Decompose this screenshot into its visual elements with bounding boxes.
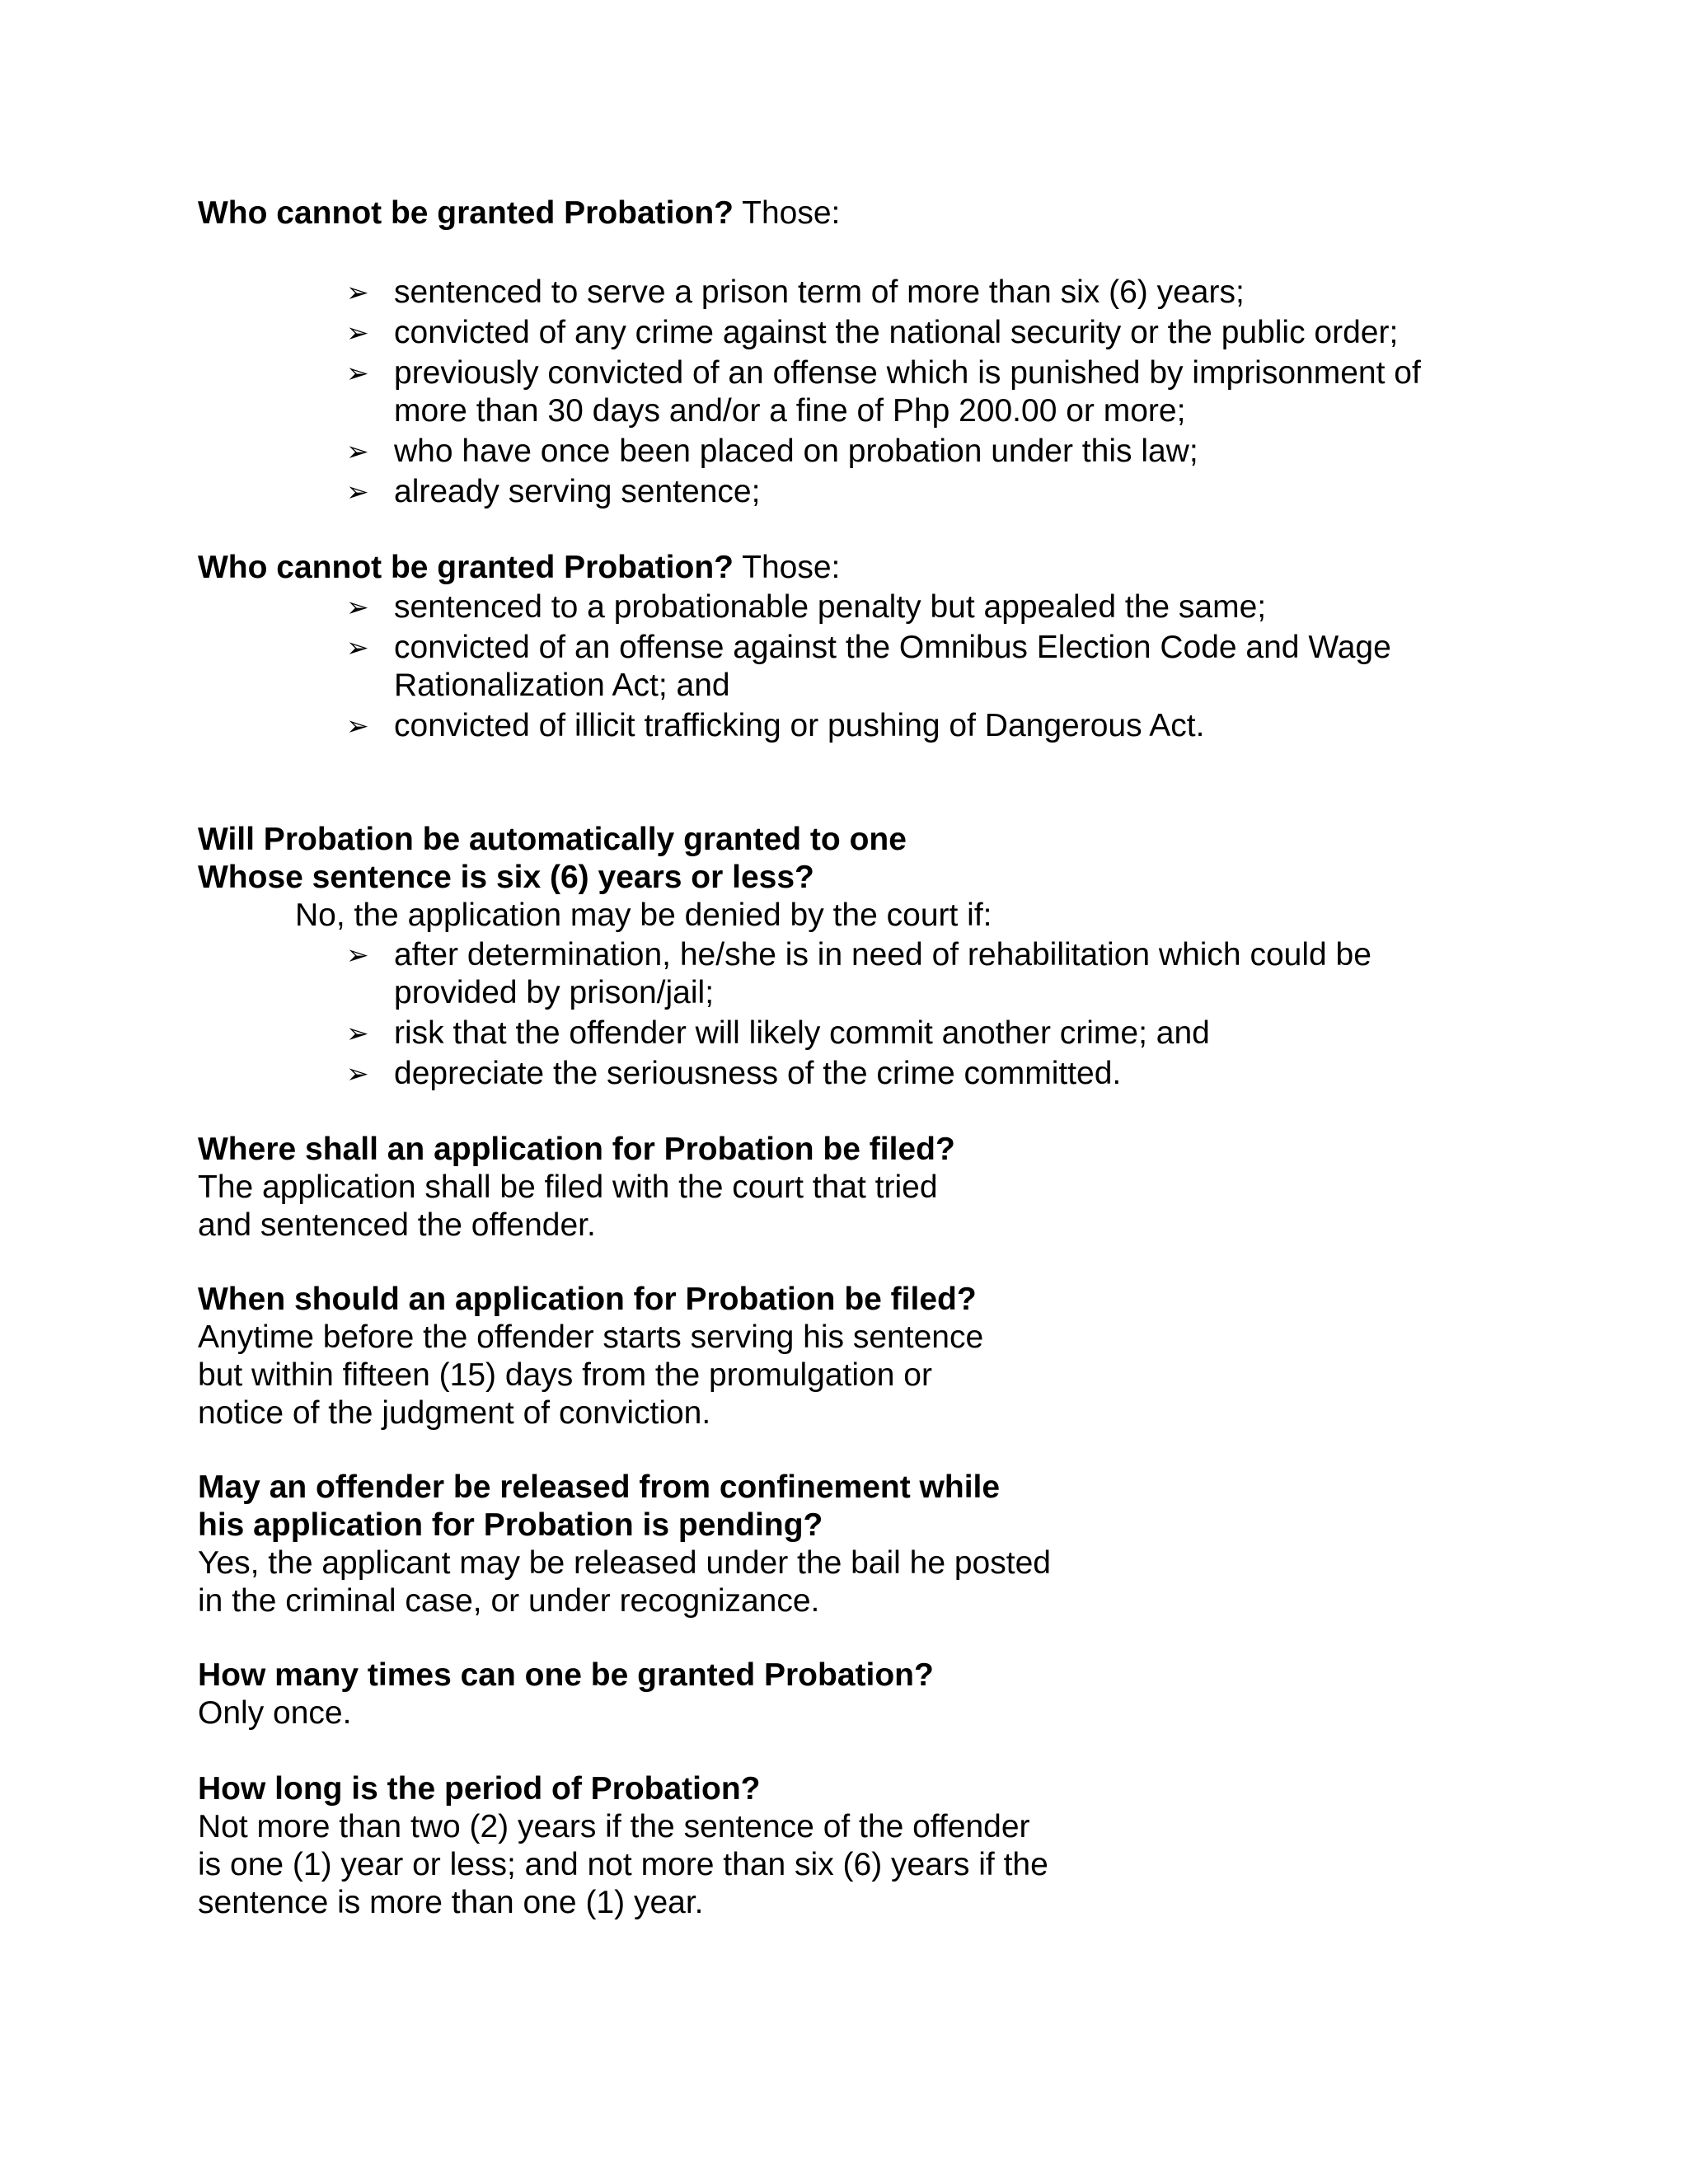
section-1-heading — [198, 194, 840, 232]
section-5: When should an application for Probation be filed? Anytime before the offender starts serving his sentence but within fifteen (15) days from the promulgation or notice of the judgment of conviction. — [198, 1282, 984, 1431]
arrow-bullet-icon: ➢ — [346, 592, 369, 622]
arrow-bullet-icon: ➢ — [346, 436, 369, 466]
list-item: ➢ depreciate the seriousness of the crime committed. — [346, 1056, 1122, 1091]
section-3-intro: No, the application may be denied by the court if: — [295, 898, 992, 933]
question-text: Who cannot be granted Probation? — [198, 195, 734, 231]
lead-text: Those: — [733, 195, 841, 231]
arrow-bullet-icon: ➢ — [346, 317, 369, 348]
list-item: ➢ already serving sentence; — [346, 474, 761, 509]
list-item: ➢ risk that the offender will likely commit another crime; and — [346, 1015, 1210, 1051]
list-item: ➢ sentenced to serve a prison term of more than six (6) years; — [346, 274, 1245, 310]
question-text: How many times can one be granted Probation? — [198, 1657, 934, 1693]
arrow-bullet-icon: ➢ — [346, 277, 369, 307]
arrow-bullet-icon: ➢ — [346, 632, 369, 663]
section-4: Where shall an application for Probation be filed? The application shall be filed with the court that tried and sentenced the offender. — [198, 1132, 955, 1243]
question-text: Who cannot be granted Probation? — [198, 550, 734, 585]
list-item: ➢ convicted of an offense against the Omnibus Election Code and Wage Rationalization Act; and — [346, 630, 1391, 703]
list-item: ➢ previously convicted of an offense which is punished by imprisonment of more than 30 days and/or a fine of Php 200.00 or more; — [346, 355, 1421, 429]
section-3-heading: Will Probation be automatically granted to one Whose sentence is six (6) years or less? — [198, 822, 907, 895]
arrow-bullet-icon: ➢ — [346, 940, 369, 970]
arrow-bullet-icon: ➢ — [346, 710, 369, 741]
arrow-bullet-icon: ➢ — [346, 476, 369, 507]
arrow-bullet-icon: ➢ — [346, 358, 369, 388]
arrow-bullet-icon: ➢ — [346, 1018, 369, 1048]
list-item: ➢ who have once been placed on probation under this law; — [346, 434, 1198, 469]
section-2-heading — [198, 549, 840, 587]
bullet-list-3 — [346, 936, 1372, 1093]
lead-text: Those: — [733, 550, 841, 585]
list-item: ➢ convicted of illicit trafficking or pushing of Dangerous Act. — [346, 708, 1205, 743]
list-item: ➢ sentenced to a probationable penalty but appealed the same; — [346, 589, 1267, 625]
question-text: When should an application for Probation be filed? — [198, 1282, 977, 1317]
section-6: May an offender be released from confinement while his application for Probation is pending? Yes, the applicant may be released under the bail he posted in the criminal case, or under recognizance. — [198, 1469, 1051, 1619]
question-text: May an offender be released from confinement while — [198, 1469, 1001, 1505]
bullet-list-1 — [346, 274, 1421, 511]
arrow-bullet-icon: ➢ — [346, 1058, 369, 1089]
list-item: ➢ convicted of any crime against the national security or the public order; — [346, 315, 1399, 350]
question-text: How long is the period of Probation? — [198, 1771, 761, 1807]
bullet-list-2 — [346, 588, 1391, 745]
list-item: ➢ after determination, he/she is in need of rehabilitation which could be provided by prison/jail; — [346, 937, 1372, 1010]
section-8: How long is the period of Probation? Not more than two (2) years if the sentence of the offender is one (1) year or less; and not more than six (6) years if the sentence is more than one (1) year. — [198, 1771, 1048, 1920]
section-7: How many times can one be granted Probation? Only once. — [198, 1657, 934, 1731]
question-text: Where shall an application for Probation be filed? — [198, 1132, 955, 1167]
